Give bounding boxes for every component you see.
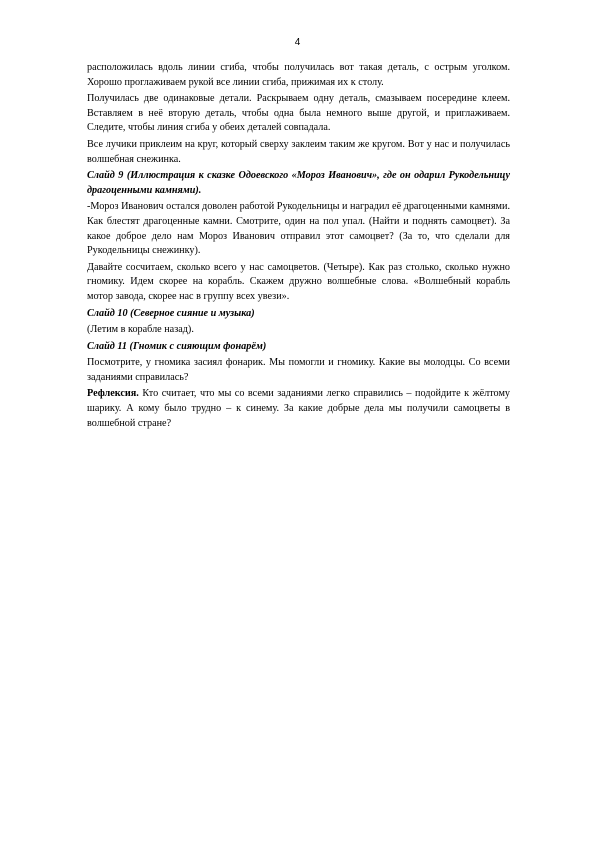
slide-10-heading: Слайд 10 (Северное сияние и музыка) xyxy=(87,307,255,319)
reflection-paragraph xyxy=(87,387,510,431)
paragraph: расположилась вдоль линии сгиба, чтобы получилась вот такая деталь, с острым уголком. Хорошо проглаживаем рукой все линии сгиба, прижимая их к столу. xyxy=(87,62,510,88)
reflection-label: Рефлексия. xyxy=(87,388,139,400)
reflection-text: Кто считает, что мы со всеми заданиями легко справились – подойдите к жёлтому шарику. А кому было трудно – к синему. За какие добрые дела мы получили самоцветы в волшебной стране? xyxy=(87,388,510,429)
paragraph: -Мороз Иванович остался доволен работой Рукодельницы и наградил её драгоценными камнями. Как блестят драгоценные камни. Смотрите, один на пол упал. (Найти и поднять самоцвет). За какое доброе дело нам Мороз Иванович отправил этот самоцвет? (За то, что сделали для Рукодельницы снежинку). xyxy=(87,201,510,257)
paragraph: (Летим в корабле назад). xyxy=(87,324,194,336)
slide-11-heading: Слайд 11 (Гномик с сияющим фонарём) xyxy=(87,340,267,352)
paragraph: Посмотрите, у гномика засиял фонарик. Мы помогли и гномику. Какие вы молодцы. Со всеми заданиями справилась? xyxy=(87,357,510,383)
slide-9-heading: Слайд 9 (Иллюстрация к сказке Одоевского «Мороз Иванович», где он одарил Рукодельницу драгоценными камнями). xyxy=(87,170,510,196)
paragraph: Получилась две одинаковые детали. Раскрываем одну деталь, смазываем посередине клеем. Вставляем в неё вторую деталь, чтобы одна была немного выше другой, и приглаживаем. Следите, чтобы линия сгиба у обеих деталей совпадала. xyxy=(87,93,510,134)
page-number: 4 xyxy=(294,37,301,48)
paragraph: Давайте сосчитаем, сколько всего у нас самоцветов. (Четыре). Как раз столько, сколько нужно гномику. Идем скорее на корабль. Скажем дружно волшебные слова. «Волшебный корабль мотор завода, скорее нас в группу всех увези». xyxy=(87,261,510,302)
document-body xyxy=(87,61,510,433)
paragraph: Все лучики приклеим на круг, который сверху заклеим таким же кругом. Вот у нас и получилась волшебная снежинка. xyxy=(87,138,510,165)
